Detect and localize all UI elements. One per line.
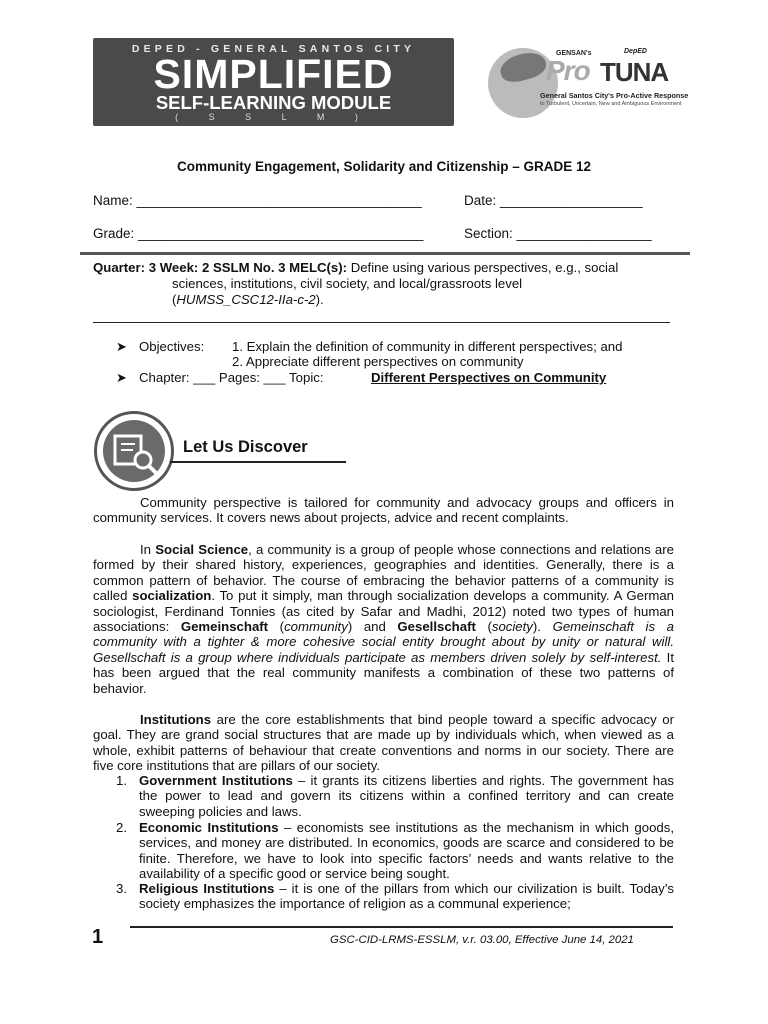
melc-code-line (172, 292, 324, 307)
page-number: 1 (92, 926, 104, 948)
list-item-religious: Religious Institutions – it is one of the pillars from which our civilization is built. Today’s society emphasizes the importance of religion as a communal experience; (139, 881, 674, 912)
heading-underline (170, 461, 346, 463)
list-item-government: Government Institutions – it grants its citizens liberties and rights. The government has the power to lead and govern its citizens within a confined territory and can create sweeping policies and laws. (139, 773, 674, 819)
term-social-science: Social Science (155, 542, 249, 557)
name-field[interactable]: Name: ______________________________________ (93, 193, 422, 208)
footer-code: GSC-CID-LRMS-ESSLM, v.r. 03.00, Effective June 14, 2021 (330, 934, 634, 946)
logo-pro: Pro (546, 55, 590, 86)
banner-division: DEPED - GENERAL SANTOS CITY (131, 43, 416, 55)
banner-subtitle: SELF-LEARNING MODULE (155, 92, 392, 113)
banner-acronym: ( S S L M ) (175, 112, 372, 122)
protuna-logo (488, 44, 688, 124)
chapter-line: Chapter: ___ Pages: ___ Topic: (139, 370, 324, 385)
discover-icon (94, 411, 174, 491)
list-item-number: 1. (116, 773, 127, 788)
header-divider (80, 252, 690, 255)
logo-deped: DepED (624, 48, 647, 55)
term-socialization: socialization (132, 588, 212, 604)
definition-italic: Gemeinschaft is a community with a tighter & more cohesive social entity brought about by unity or natural will. Gesellschaft is a group where individuals participate as members driven solely by self-interest. (93, 619, 674, 665)
quarter-label: Quarter: 3 Week: 2 SSLM No. 3 MELC(s): (93, 260, 348, 275)
paragraph-institutions: Institutions are the core establishments that bind people toward a specific advocacy or goal. They are grand social structures that are made up by individuals which, when viewed as a whole, exhibit patterns of behaviour that create conventions and norms in our society. There are five core institutions that are pillars of our society. (93, 712, 674, 774)
melc-divider (93, 322, 670, 323)
paragraph-community-perspective: Community perspective is tailored for community and advocacy groups and officers in community services. It covers news about projects, advice and recent complaints. (93, 495, 674, 526)
grade-field[interactable]: Grade: ______________________________________ (93, 226, 424, 241)
footer-divider (130, 926, 673, 928)
module-title: Community Engagement, Solidarity and Citizenship – GRADE 12 (176, 159, 592, 174)
quarter-line (93, 260, 693, 275)
sslm-banner (93, 38, 454, 126)
list-item-number: 2. (116, 820, 127, 835)
objectives-label: Objectives: (139, 339, 205, 354)
list-item-economic: Economic Institutions – economists see institutions as the mechanism in which goods, services, and money are distributed. In economics, goods are scarce and considered to be finite. Therefore, we have to look into specific factors’ needs and wants relative to the availability of a specific good or service being sought. (139, 820, 675, 882)
section-field[interactable]: Section: __________________ (464, 226, 652, 241)
logo-tagline-2: to Turbulent, Uncertain, New and Ambiguous Environment (540, 101, 682, 107)
term-institutions: Institutions (140, 712, 212, 727)
topic-title: Different Perspectives on Community (371, 370, 607, 385)
melc-line-2: sciences, institutions, civil society, and local/grassroots level (172, 276, 523, 291)
melc-open: ( (172, 292, 177, 307)
discover-icon-circle (103, 420, 165, 482)
logo-gensan: GENSAN's (556, 50, 592, 57)
term-gesellschaft: Gesellschaft (397, 619, 476, 635)
logo-tagline: General Santos City's Pro-Active Response (540, 91, 689, 100)
bullet-arrow-icon: ➤ (116, 370, 128, 385)
melc-close: ). (315, 292, 324, 307)
book-magnifier-icon (103, 420, 165, 482)
melc-code: HUMSS_CSC12-IIa-c-2 (176, 292, 316, 307)
section-heading: Let Us Discover (183, 438, 308, 456)
list-item-number: 3. (116, 881, 127, 896)
melc-line-1: Define using various perspectives, e.g., social (347, 260, 619, 275)
banner-title: SIMPLIFIED (153, 51, 394, 97)
date-field[interactable]: Date: ___________________ (464, 193, 643, 208)
logo-tuna: TUNA (600, 57, 669, 87)
bullet-arrow-icon: ➤ (116, 339, 128, 354)
objective-1: 1. Explain the definition of community in different perspectives; and (232, 339, 623, 354)
term-gemeinschaft: Gemeinschaft (180, 619, 269, 635)
paragraph-social-science: In Social Science, a community is a group of people whose connections and relations are formed by their shared history, experiences, geographies and identities. Generally, there is a common pattern of behavior. The course of embracing the behavior patterns of a community is called socialization. To put it simply, man through socialization develops a community. A German sociologist, Ferdinand Tonnies (as cited by Safar and Madhi, 2012) noted two types of human associations: Gemeinschaft (community) and Gesellschaft (society). Gemeinschaft is a community with a tighter & more cohesive social entity brought about by unity or natural will. Gesellschaft is a group where individuals participate as members driven solely by self-interest. It has been argued that the real community manifests a combination of these two patterns of behavior. (93, 542, 674, 696)
objective-2: 2. Appreciate different perspectives on community (232, 354, 524, 369)
